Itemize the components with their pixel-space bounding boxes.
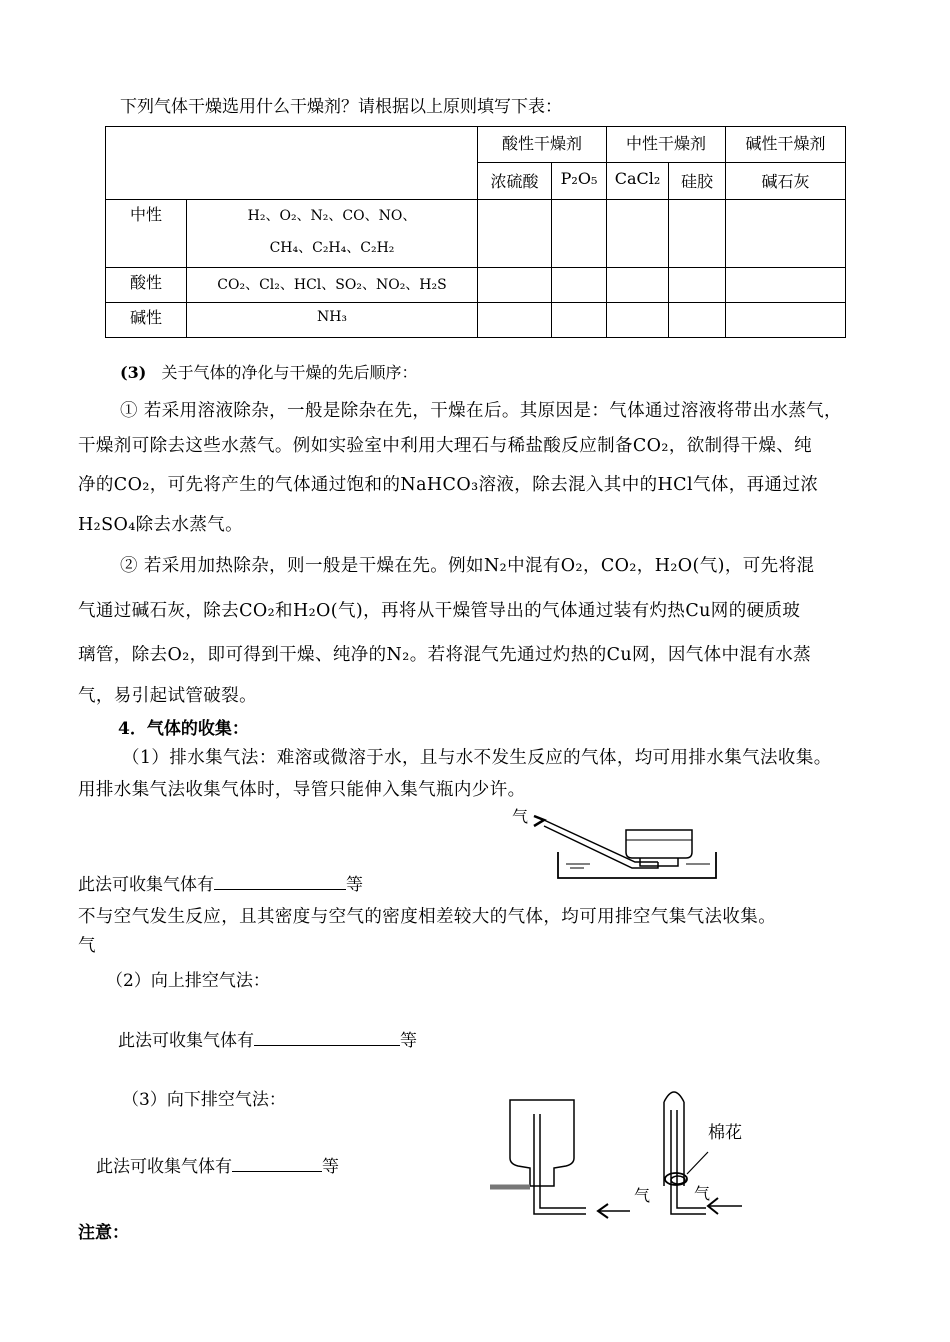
agent-cell: 浓硫酸 — [478, 163, 552, 200]
header-neutral-desiccant: 中性干燥剂 — [607, 127, 726, 163]
answer-cell[interactable] — [669, 268, 726, 303]
inverted-gas-bottle — [510, 1100, 574, 1186]
method-2-heading: （2）向上排空气法： — [106, 971, 270, 991]
water-trough — [558, 852, 716, 878]
delivery-tube — [534, 1114, 586, 1214]
paragraph-line: ① 若采用溶液除杂，一般是除杂在先，干燥在后。其原因是：气体通过溶液将带出水蒸气， — [120, 401, 842, 421]
answer-cell[interactable] — [607, 200, 669, 268]
paragraph-line: 气 — [78, 936, 96, 956]
agent-cell: CaCl₂ — [607, 163, 669, 200]
paragraph-line: 净的CO₂，可先将产生的气体通过饱和的NaHCO₃溶液，除去混入其中的HCl气体，再通过浓 — [78, 475, 819, 495]
section3-number: (3) — [120, 363, 147, 382]
table-corner-cell — [106, 127, 478, 200]
gases-line: CH₄、C₂H₄、C₂H₂ — [269, 240, 395, 256]
answer-blank[interactable] — [214, 871, 346, 890]
answer-cell[interactable] — [726, 303, 846, 338]
collect-suffix: 等 — [346, 875, 363, 895]
gas-label: 气 — [694, 1184, 711, 1203]
collect-line-2 — [118, 1026, 417, 1051]
air-displacement-diagram — [488, 1080, 778, 1225]
gases-line: H₂、O₂、N₂、CO、NO、 — [247, 208, 417, 224]
delivery-tube — [544, 820, 658, 862]
test-tube — [664, 1092, 684, 1186]
table-row — [106, 200, 846, 268]
collect-prefix: 此法可收集气体有 — [78, 875, 214, 895]
paragraph-line: H₂SO₄除去水蒸气。 — [78, 515, 244, 535]
answer-cell[interactable] — [607, 268, 669, 303]
row-gases-cell — [187, 200, 478, 268]
method-3-heading: （3）向下排空气法： — [122, 1090, 286, 1110]
paragraph-line: 气，易引起试管破裂。 — [78, 686, 257, 706]
agent-cell: 硅胶 — [669, 163, 726, 200]
answer-cell[interactable] — [607, 303, 669, 338]
answer-cell[interactable] — [478, 268, 552, 303]
answer-cell[interactable] — [552, 200, 607, 268]
collect-prefix: 此法可收集气体有 — [96, 1157, 232, 1177]
agent-cell: 碱石灰 — [726, 163, 846, 200]
paragraph-line: 璃管，除去O₂，即可得到干燥、纯净的N₂。若将混气先通过灼热的Cu网，因气体中混有水蒸 — [78, 645, 812, 665]
water-displacement-diagram — [510, 800, 735, 885]
paragraph-line: ② 若采用加热除杂，则一般是干燥在先。例如N₂中混有O₂，CO₂，H₂O(气)，可先将混 — [120, 556, 815, 576]
paragraph-line: 气通过碱石灰，除去CO₂和H₂O(气)，再将从干燥管导出的气体通过装有灼热Cu网的硬质玻 — [78, 601, 801, 621]
row-gases-cell: CO₂、Cl₂、HCl、SO₂、NO₂、H₂S — [187, 268, 478, 303]
table-row — [106, 268, 846, 303]
paragraph-line: 干燥剂可除去这些水蒸气。例如实验室中利用大理石与稀盐酸反应制备CO₂，欲制得干燥、纯 — [78, 436, 813, 456]
collect-line-3 — [96, 1152, 339, 1177]
paragraph-line: 用排水集气法收集气体时，导管只能伸入集气瓶内少许。 — [78, 780, 526, 800]
desiccant-table — [105, 126, 846, 338]
row-type-cell: 酸性 — [106, 268, 187, 303]
delivery-tube — [540, 1114, 586, 1208]
note-heading: 注意： — [78, 1223, 129, 1243]
cotton-pointer — [687, 1152, 708, 1174]
cotton-label: 棉花 — [708, 1123, 742, 1143]
section3-title: 关于气体的净化与干燥的先后顺序： — [161, 363, 418, 382]
section4-heading: 4．气体的收集： — [118, 719, 249, 739]
row-type-cell: 碱性 — [106, 303, 187, 338]
intro-text: 下列气体干燥选用什么干燥剂？请根据以上原则填写下表： — [120, 97, 562, 117]
header-basic-desiccant: 碱性干燥剂 — [726, 127, 846, 163]
answer-blank[interactable] — [254, 1027, 400, 1046]
paragraph-line: （1）排水集气法：难溶或微溶于水，且与水不发生反应的气体，均可用排水集气法收集。 — [122, 748, 832, 768]
answer-cell[interactable] — [478, 200, 552, 268]
answer-cell[interactable] — [726, 200, 846, 268]
answer-cell[interactable] — [552, 268, 607, 303]
row-gases-cell: NH₃ — [187, 303, 478, 338]
cotton-plug — [671, 1176, 685, 1184]
collect-line-1 — [78, 870, 363, 895]
answer-cell[interactable] — [726, 268, 846, 303]
table-row — [106, 303, 846, 338]
section3-heading — [120, 360, 418, 383]
agent-cell: P₂O₅ — [552, 163, 607, 200]
answer-cell[interactable] — [669, 200, 726, 268]
collect-suffix: 等 — [322, 1157, 339, 1177]
gas-collecting-bottle — [626, 830, 692, 858]
answer-blank[interactable] — [232, 1153, 322, 1172]
gas-label: 气 — [512, 807, 529, 826]
answer-cell[interactable] — [669, 303, 726, 338]
answer-cell[interactable] — [478, 303, 552, 338]
answer-cell[interactable] — [552, 303, 607, 338]
collect-suffix: 等 — [400, 1031, 417, 1051]
gas-label: 气 — [634, 1186, 651, 1205]
paragraph-line: 不与空气发生反应，且其密度与空气的密度相差较大的气体，均可用排空气集气法收集。 — [78, 907, 777, 927]
collect-prefix: 此法可收集气体有 — [118, 1031, 254, 1051]
row-type-cell: 中性 — [106, 200, 187, 268]
gas-arrow-icon — [534, 816, 544, 826]
header-acidic-desiccant: 酸性干燥剂 — [478, 127, 607, 163]
